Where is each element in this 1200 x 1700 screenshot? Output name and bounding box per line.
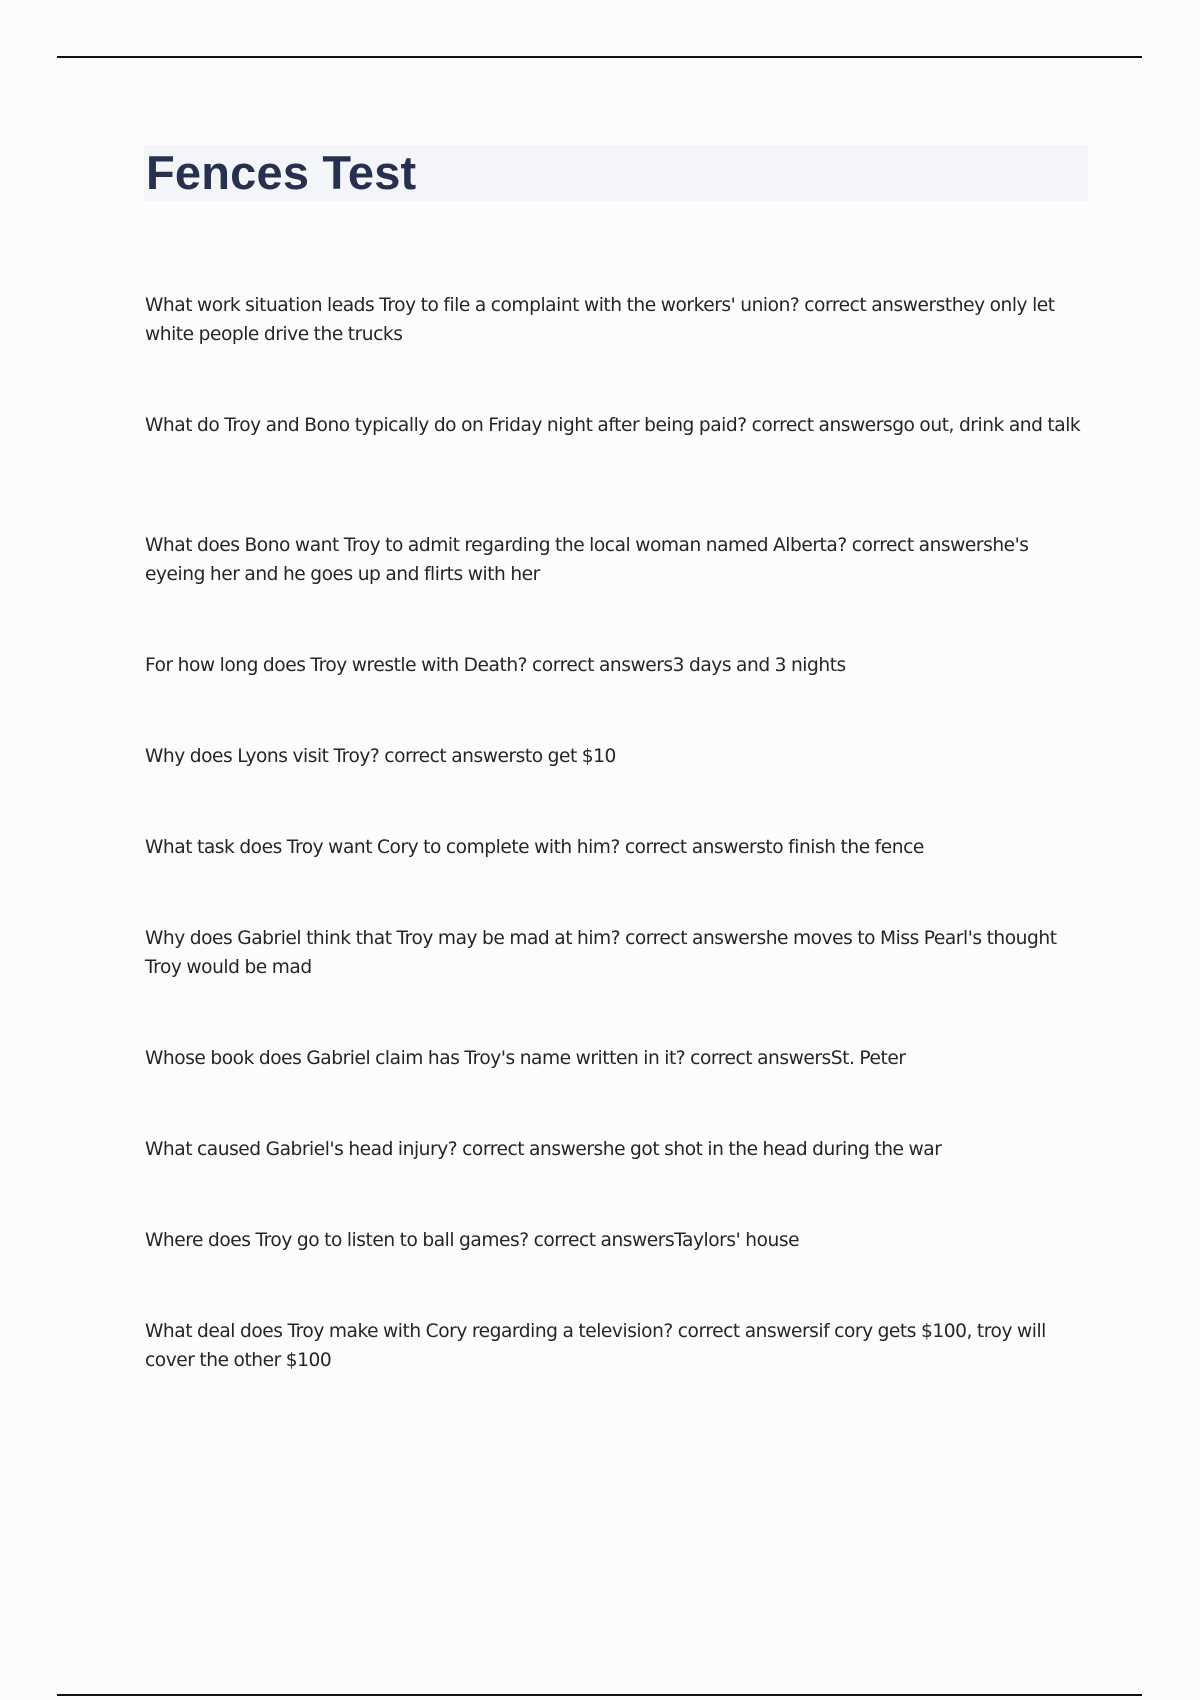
- question-answer-item: What work situation leads Troy to file a complaint with the workers' union? correct answersthey only let white people drive the trucks: [145, 295, 1055, 345]
- question-answer-item: For how long does Troy wrestle with Death? correct answers3 days and 3 nights: [145, 655, 846, 676]
- header-divider: [57, 56, 1142, 58]
- question-answer-item: What deal does Troy make with Cory regarding a television? correct answersif cory gets $100, troy will cover the other $100: [145, 1321, 1046, 1371]
- page-title: Fences Test: [146, 146, 417, 199]
- question-answer-item: What does Bono want Troy to admit regarding the local woman named Alberta? correct answershe's eyeing her and he goes up and flirts with her: [145, 535, 1029, 585]
- question-answer-item: What do Troy and Bono typically do on Friday night after being paid? correct answersgo out, drink and talk: [145, 415, 1081, 436]
- question-answer-item: Why does Gabriel think that Troy may be mad at him? correct answershe moves to Miss Pearl's thought Troy would be mad: [145, 928, 1057, 978]
- footer-divider: [57, 1694, 1142, 1696]
- question-answer-item: Whose book does Gabriel claim has Troy's name written in it? correct answersSt. Peter: [145, 1048, 906, 1069]
- question-answer-item: Why does Lyons visit Troy? correct answersto get $10: [145, 746, 616, 767]
- question-answer-item: What task does Troy want Cory to complete with him? correct answersto finish the fence: [145, 837, 924, 858]
- question-answer-item: Where does Troy go to listen to ball games? correct answersTaylors' house: [145, 1230, 800, 1251]
- question-answer-item: What caused Gabriel's head injury? correct answershe got shot in the head during the war: [145, 1139, 942, 1160]
